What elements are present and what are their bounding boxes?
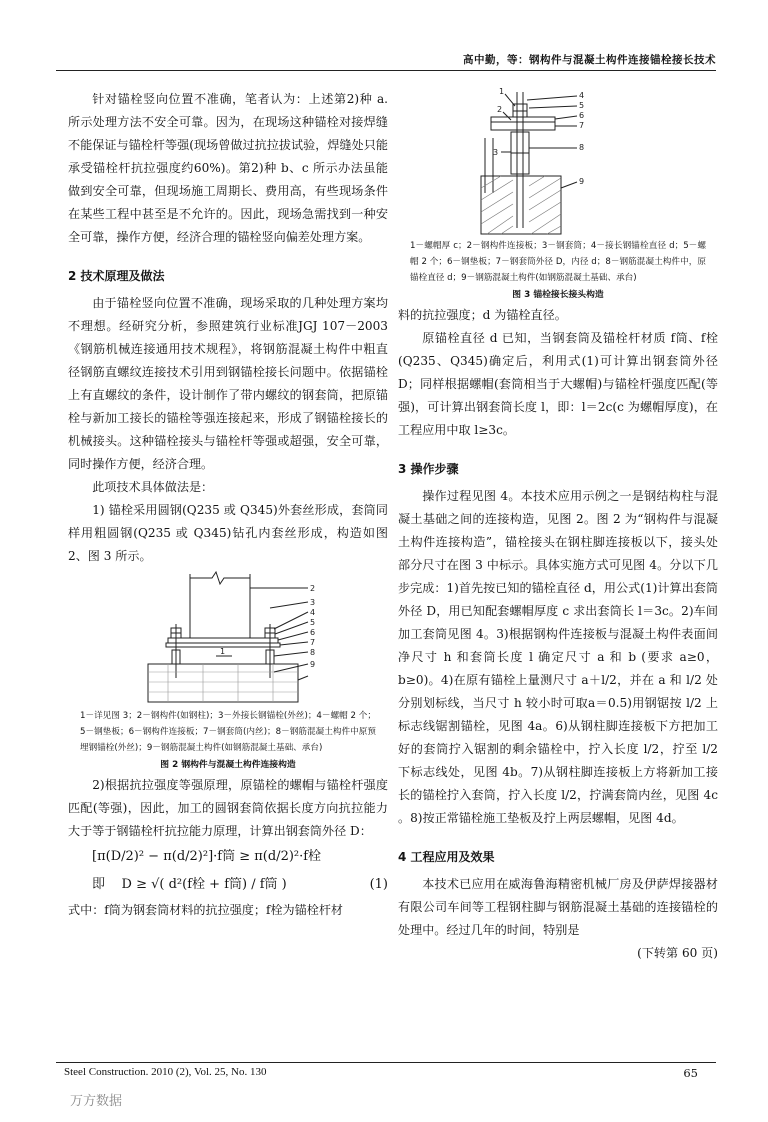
paragraph: 式中：f筒为钢套筒材料的抗拉强度；f栓为锚栓杆材 <box>68 903 344 917</box>
svg-text:6: 6 <box>579 111 585 120</box>
figure-2-caption: 1－详见图 3；2－钢构件(如钢柱)；3－外接长钢锚栓(外丝)；4－螺帽 2 个；5－钢垫板；6－钢构件连接板；7－钢套筒(内丝)；8－钢筋混凝土构件中原预埋钢锚栓(外丝)；9－钢筋混凝土构件(如钢筋混凝土基础、承台) <box>80 711 376 753</box>
svg-text:9: 9 <box>579 177 585 186</box>
svg-text:7: 7 <box>310 638 316 647</box>
paragraph: 针对锚栓竖向位置不准确，笔者认为：上述第2)种 a. 所示处理方法不安全可靠。因为，在现场这种锚栓对接焊缝不能保证与锚栓杆等强(现场曾做过抗拉拔试验，焊缝处只能承受锚栓杆抗拉强度约60%)。第2)种 b、c 所示办法虽能做到安全可靠，但现场施工周期长、费用高，有些现场条件在某些工程中甚至是不允许的。因此，现场急需找到一种安全可靠，操作方便，经济合理的锚栓竖向偏差处理方案。 <box>68 92 388 244</box>
section-heading-4: 4 工程应用及效果 <box>398 850 495 864</box>
svg-text:3: 3 <box>493 148 499 157</box>
svg-text:8: 8 <box>310 648 316 657</box>
figure-2-title: 图 2 钢构件与混凝土构件连接构造 <box>160 760 296 770</box>
figure-3-drawing <box>473 88 643 238</box>
svg-text:7: 7 <box>579 121 585 130</box>
figure-2-drawing <box>108 568 348 708</box>
svg-text:8: 8 <box>579 143 585 152</box>
paragraph: 料的抗拉强度；d 为锚栓直径。 <box>398 308 567 322</box>
svg-text:6: 6 <box>310 628 316 637</box>
right-column <box>398 88 718 965</box>
svg-text:9: 9 <box>310 660 316 669</box>
journal-info: Steel Construction. 2010 (2), Vol. 25, No. 130 <box>64 1066 267 1078</box>
figure-3 <box>398 88 718 304</box>
watermark: 万方数据 <box>70 1094 123 1109</box>
svg-text:1: 1 <box>499 88 505 96</box>
svg-text:3: 3 <box>310 598 316 607</box>
svg-text:2: 2 <box>497 105 503 114</box>
header-rule <box>56 70 716 71</box>
paragraph: 由于锚栓竖向位置不准确，现场采取的几种处理方案均不理想。经研究分析，参照建筑行业标准JGJ 107－2003《钢筋机械连接通用技术规程》，将钢筋混凝土构件中粗直径钢筋直螺纹连接技术引用到钢锚栓接长问题中。依据锚栓上有直螺纹的条件，设计制作了带内螺纹的钢套筒，把原锚栓与新加工接长的锚栓等强连接起来，形成了钢锚栓接长的机械接头。这种锚栓接头与锚栓杆等强或超强，安全可靠，同时操作方便，经济合理。 <box>68 296 388 471</box>
formula-prefix: 即 <box>92 877 106 892</box>
svg-text:2: 2 <box>310 584 316 593</box>
svg-text:5: 5 <box>579 101 585 110</box>
paragraph: 操作过程见图 4。本技术应用示例之一是钢结构柱与混凝土基础之间的连接构造，见图 2。图 2 为“钢构件与混凝土构件连接构造”，锚栓接头在钢柱脚连接板以下，接头处部分尺寸在图 3 中标示。具体实施方式可见图 4。分以下几步完成：1)首先按已知的锚栓直径 d，用公式(1)计算出套筒外径 D，用已知配套螺帽厚度 c 求出套筒长 l＝3c。2)车间加工套筒见图 4。3)根据钢构件连接板与混凝土构件表面间净尺寸 h 和套筒长度 l 确定尺寸 a 和 b (要求 a≥0，b≥0)。4)在原有锚栓上量测尺寸 a＋l/2，并在 a 和 l/2 处分别划标线，当尺寸 h 较小时可取a＝0.5)用钢锯按 l/2 上标志线锯割锚栓，见图 4a。6)从钢柱脚连接板下方把加工好的套筒拧入锯割的剩余锚栓中，拧入长度 l/2，拧至 l/2 下标志线处，见图 4b。7)从钢柱脚连接板上方将新加工接长的锚栓拧入套筒，拧入长度 l/2，拧满套筒内丝，见图 4c 。8)按正常锚栓施工垫板及拧上两层螺帽，见图 4d。 <box>398 489 718 825</box>
paragraph: 2)根据抗拉强度等强原理，原锚栓的螺帽与锚栓杆强度匹配(等强)，因此，加工的圆钢套筒依据长度方向抗拉能力大于等于钢锚栓杆抗拉能力原理，计算出钢套筒外径 D： <box>68 778 388 838</box>
equation-number: (1) <box>369 877 388 892</box>
footer-rule <box>56 1062 716 1063</box>
formula-strength: [π(D/2)² − π(d/2)²]·f筒 ≥ π(d/2)²·f栓 <box>92 849 322 864</box>
paragraph: 原锚栓直径 d 已知，当钢套筒及锚栓杆材质 f筒、f栓(Q235、Q345)确定后，利用式(1)可计算出钢套筒外径 D；同样根据螺帽(套筒相当于大螺帽)与锚栓杆强度匹配(等强)，可计算出钢套筒长度 l，即：l＝2c(c 为螺帽厚度)，在工程应用中取 l≥3c。 <box>398 331 718 437</box>
svg-text:5: 5 <box>310 618 316 627</box>
svg-text:4: 4 <box>310 608 316 617</box>
paragraph: 本技术已应用在威海鲁海精密机械厂房及伊萨焊接器材有限公司车间等工程钢柱脚与钢筋混凝土基础的连接锚栓的处理中。经过几年的时间，特别是 <box>398 877 718 937</box>
paragraph: 1) 锚栓采用圆钢(Q235 或 Q345)外套丝形成，套筒同样用粗圆钢(Q235 或 Q345)钻孔内套丝形成，构造如图 2、图 3 所示。 <box>68 503 388 563</box>
continued-note: (下转第 60 页) <box>637 946 718 960</box>
paragraph: 此项技术具体做法是： <box>92 480 214 494</box>
left-column <box>68 88 388 922</box>
section-heading-3: 3 操作步骤 <box>398 462 459 476</box>
figure-2 <box>68 568 388 774</box>
svg-text:4: 4 <box>579 91 585 100</box>
section-heading-2: 2 技术原理及做法 <box>68 269 165 283</box>
formula-diameter <box>68 871 388 899</box>
page-number: 65 <box>683 1066 698 1080</box>
running-head: 高中勤，等：钢构件与混凝土构件连接锚栓接长技术 <box>463 54 716 66</box>
figure-3-caption: 1－螺帽厚 c；2－钢构件连接板；3－钢套筒；4－接长钢锚栓直径 d；5－螺帽 2 个；6－钢垫板；7－钢套筒外径 D，内径 d；8－钢筋混凝土构件中，原锚栓直径 d；9－钢筋混凝土构件(如钢筋混凝土基础、承台) <box>410 241 706 283</box>
figure-3-title: 图 3 锚栓接长接头构造 <box>512 290 604 300</box>
svg-text:1: 1 <box>220 647 226 656</box>
formula-body: D ≥ √( d²(f栓 + f筒) / f筒 ) <box>121 877 287 892</box>
